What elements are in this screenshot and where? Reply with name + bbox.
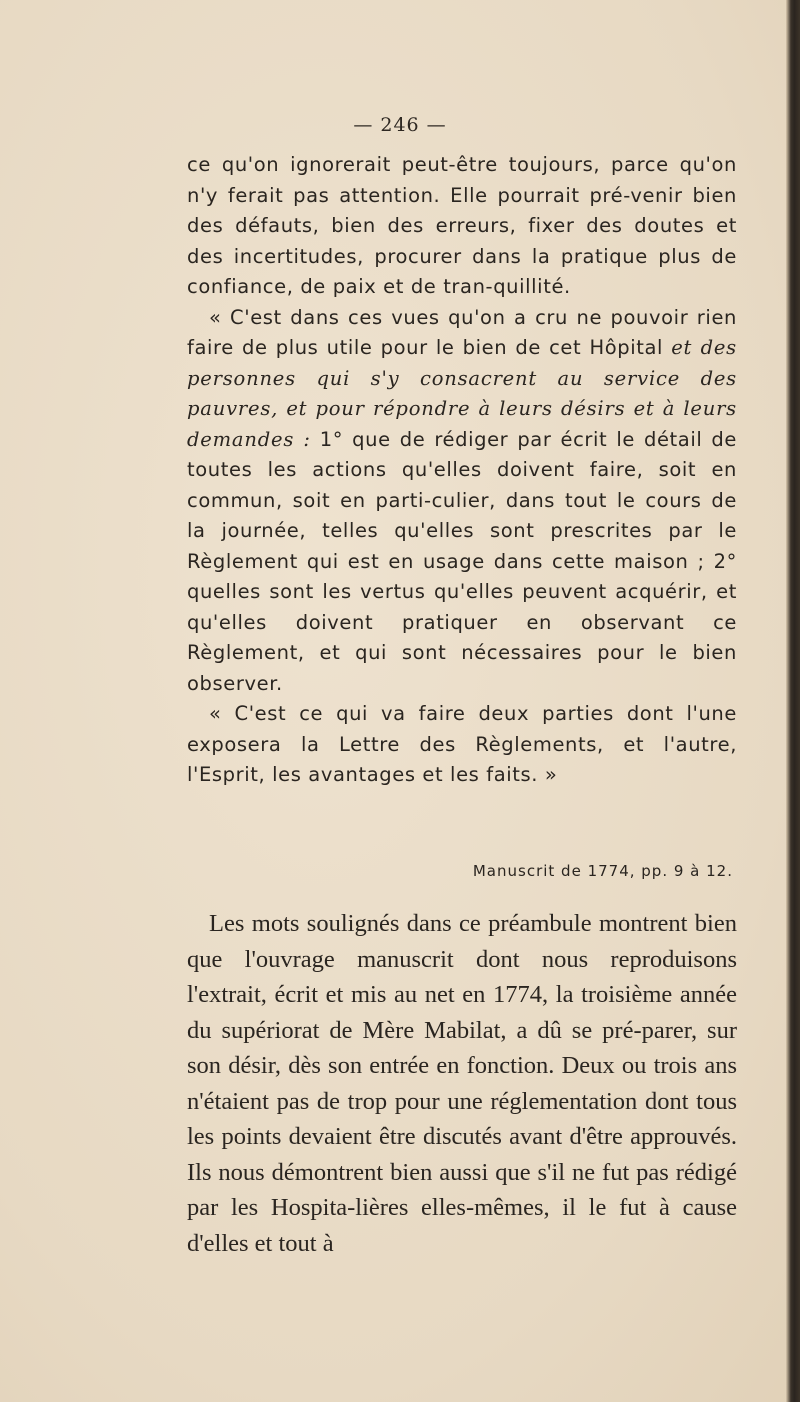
- quote-paragraph-3: « C'est ce qui va faire deux parties dont l'une exposera la Lettre des Règlements, et l'autre, l'Esprit, les avantages et les faits. »: [187, 702, 737, 786]
- page-edge-shadow: [786, 0, 800, 1402]
- page-number: — 246 —: [353, 114, 447, 136]
- body-paragraph: Les mots soulignés dans ce préambule montrent bien que l'ouvrage manuscrit dont nous reproduisons l'extrait, écrit et mis au net en 1774, la troisième année du supériorat de Mère Mabilat, a dû se pré-parer, sur son désir, dès son entrée en fonction. Deux ou trois ans n'étaient pas de trop pour une réglementation dont tous les points devaient être discutés avant d'être approuvés. Ils nous démontrent bien aussi que s'il ne fut pas rédigé par les Hospita-lières elles-mêmes, il le fut à cause d'elles et tout à: [187, 910, 737, 1257]
- quote-paragraph-2-start: « C'est dans ces vues qu'on a cru ne pouvoir rien faire de plus utile pour le bien de cet Hôpital: [187, 305, 737, 359]
- quoted-preamble: [187, 150, 737, 791]
- body-text: [187, 906, 737, 1261]
- source-citation: Manuscrit de 1774, pp. 9 à 12.: [472, 862, 733, 880]
- quote-underlined-words: et des personnes qui s'y consacrent au service des pauvres, et pour répondre à leurs désirs et à leurs demandes :: [187, 336, 737, 451]
- quote-paragraph-2-end: 1° que de rédiger par écrit le détail de toutes les actions qu'elles doivent faire, soit en commun, soit en parti-culier, dans tout le cours de la journée, telles qu'elles sont prescrites par le Règlement qui est en usage dans cette maison ; 2° quelles sont les vertus qu'elles peuvent acquérir, et qu'elles doivent pratiquer en observant ce Règlement, et qui sont nécessaires pour le bien observer.: [187, 427, 737, 695]
- quote-paragraph-1: ce qu'on ignorerait peut-être toujours, parce qu'on n'y ferait pas attention. Elle pourrait pré-venir bien des défauts, bien des erreurs, fixer des doutes et des incertitudes, procurer dans la pratique plus de confiance, de paix et de tran-quillité.: [187, 153, 737, 298]
- quote-paragraph-2: [187, 303, 737, 700]
